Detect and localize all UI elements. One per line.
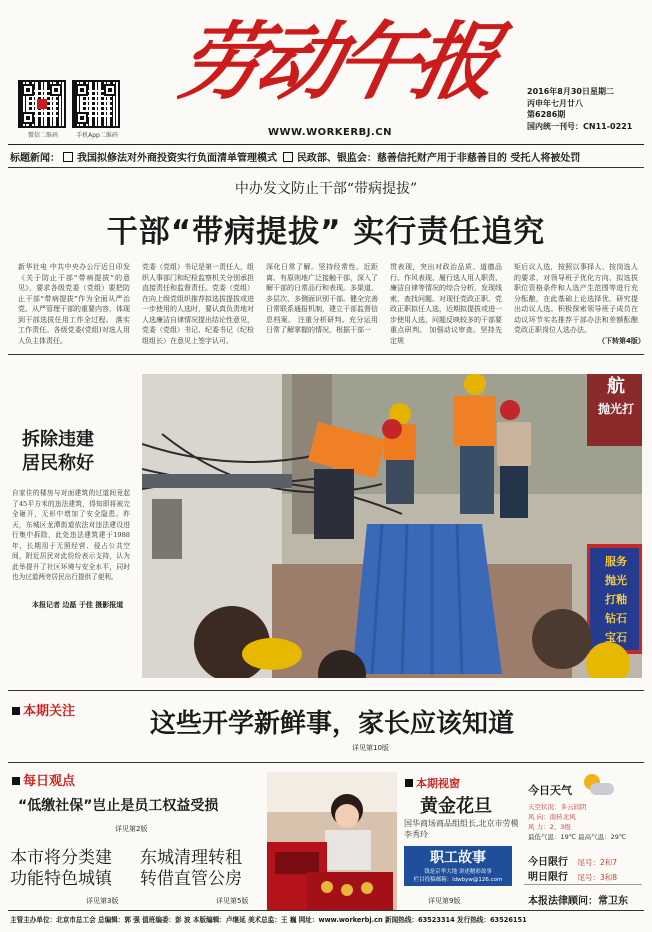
legal-advisor-label: 本报法律顾问：: [528, 896, 598, 907]
feature-ref[interactable]: 详见第10版: [352, 744, 389, 752]
app-qr-code: [72, 80, 120, 128]
story-dongcheng-housing[interactable]: [140, 848, 242, 890]
shop-sign-top-line1: 航: [607, 376, 625, 397]
shop-sign-right-3: 打釉: [605, 593, 627, 606]
issue-info: [527, 86, 632, 132]
feature-tag: [12, 700, 75, 719]
window-tag-label: 本期视窗: [416, 777, 460, 790]
lead-col-2: 党委（党组）书记是第一责任人，组织人事部门和纪检监察机关分别承担直接责任和监督责任。党委（党组）在向上级党组织推荐拟选拔提拔或进一步使用的人选时，要认真负责地对人选廉洁自律情况提出结论性意见，党委（党组）书记、纪委书记（纪检组组长）在意见上签字认可。: [142, 263, 254, 345]
shop-sign-right: [594, 552, 638, 647]
traffic-today-label: 今日限行: [528, 857, 568, 868]
opinion-ref[interactable]: 详见第2版: [115, 825, 148, 833]
masthead-website[interactable]: WWW.WORKERBJ.CN: [268, 127, 392, 138]
qr-label-app: 手机App二维码: [76, 132, 118, 139]
story-city-towns-ref[interactable]: 详见第3版: [86, 897, 119, 905]
traffic-today: [528, 853, 617, 868]
promo-email: 栏目投稿邮箱：ldwbyw@126.com: [413, 877, 503, 883]
shop-sign-right-2: 抛光: [605, 574, 627, 587]
square-bullet-icon: [12, 777, 20, 785]
issue-number: 第6286期: [527, 110, 566, 119]
lead-col-3: 深化日常了解。坚持经常性、近距离、有原则地广泛接触干部，深入了解干部的日常品行和表现。多渠道、多层次、多侧面识别干部。健全完善日常联系通报机制，建立干部监督信息档案。 注重分析研判。充分运用日常了解掌握的情况，根据干部一: [266, 263, 378, 334]
demolition-photo: [142, 374, 642, 678]
photo-story-headline[interactable]: [22, 428, 94, 476]
story-dongcheng-line2: 转借直管公房: [140, 869, 242, 889]
story-dongcheng-line1: 东城清理转租: [140, 848, 242, 868]
photo-story-headline-line2: 居民称好: [22, 453, 94, 474]
wechat-qr-code: [18, 80, 66, 128]
lead-col-5: 矩后议人选，按照以事择人、按岗选人的要求，对领导班子优化方向、拟选拔职位资格条件和人选产生范围等进行充分酝酿，在此基础上论选择优，研究提出动议人选。积极探索领导班子成员在动议环节实名推荐干部办法和差额酝酿党政正职岗位人选办法。: [514, 263, 638, 334]
square-bullet-icon: [12, 707, 20, 715]
window-headline[interactable]: 黄金花旦: [420, 796, 492, 817]
window-desc: 国华商场商品组组长,北京市劳模李秀玲: [404, 819, 519, 839]
window-tag: [405, 772, 460, 791]
lead-col-4: 贯表现，突出对政治品质、道德品行、作风表现、履行选人用人职责、廉洁自律等情况的综合分析，发现线索，查找问题。对现任党政正职、党政正职拟任人选，近期拟提拔或进一步使用人选，问题反映较多的干部要重点研判。 加强动议审查。坚持先定规: [390, 263, 502, 345]
feature-headline[interactable]: 这些开学新鲜事，家长应该知道: [150, 709, 515, 739]
lead-headline[interactable]: 干部“带病提拔” 实行责任追究: [106, 214, 546, 250]
gold-counter-photo: [267, 772, 397, 910]
checkbox-icon: [283, 152, 293, 162]
weather-temp: 最低气温：19℃ 最高气温：29℃: [528, 833, 627, 841]
traffic-tomorrow-value: 尾号：3和8: [577, 873, 618, 882]
shop-sign-right-4: 钻石: [605, 612, 627, 625]
worker-story-promo[interactable]: [404, 846, 512, 886]
promo-slogan: 钱是京华大地 讲述精彩故事: [424, 869, 492, 875]
window-ref[interactable]: 详见第9版: [428, 897, 461, 905]
qr-label-wechat: 微信二维码: [27, 132, 58, 139]
feature-tag-label: 本期关注: [23, 704, 76, 719]
story-city-towns[interactable]: [10, 848, 112, 890]
headline-bar-item-2[interactable]: 民政部、银监会：慈善信托财产用于非慈善目的 受托人将被处罚: [296, 153, 581, 164]
weather-wind-dir: 风 向：南转北风: [528, 813, 576, 821]
opinion-tag-label: 每日观点: [23, 774, 76, 789]
headline-bar-item-1[interactable]: 我国拟修法对外商投资实行负面清单管理模式: [76, 153, 277, 164]
story-city-towns-line2: 功能特色城镇: [10, 869, 112, 889]
opinion-headline[interactable]: “低缴社保”岂止是员工权益受损: [18, 798, 219, 814]
traffic-tomorrow-label: 明日限行: [528, 872, 568, 883]
legal-advisor: [528, 892, 628, 907]
lead-kicker: 中办发文防止干部“带病提拔”: [234, 181, 418, 197]
weather-wind-force: 风 力：2、3级: [528, 823, 571, 831]
issue-lunar: 丙申年七月廿八: [527, 98, 583, 108]
photo-story-headline-line1: 拆除违建: [22, 429, 94, 450]
traffic-today-value: 尾号：2和7: [577, 858, 618, 867]
issue-cn-code: 国内统一刊号：CN11-0221: [527, 121, 633, 131]
shop-sign-right-5: 宝石: [605, 631, 627, 644]
square-bullet-icon: [405, 779, 413, 787]
promo-title: 职工故事: [430, 850, 486, 866]
news-photo: [142, 374, 642, 678]
photo-story-credit: 本报记者 边磊 于佳 摄影报道: [32, 601, 124, 609]
lead-col-1: 新华社电 中共中央办公厅近日印发《关于防止干部“带病提拔”的意见》，要求各级党委（党组）要把防止干部“带病提拔”作为全面从严治党、从严管理干部的重要内容，体现到干部选拔任用工作全过程。 落实工作责任。各级党委(党组)对选人用人负主体责任。: [18, 263, 130, 345]
traffic-tomorrow: [528, 868, 617, 883]
shop-sign-right-1: 服务: [605, 555, 627, 568]
story-city-towns-line1: 本市将分类建: [10, 848, 112, 868]
weather-title: 今日天气: [528, 784, 572, 797]
headline-bar: [10, 149, 580, 164]
shop-sign-top: [593, 376, 639, 420]
lead-continue[interactable]: （下转第4版）: [598, 337, 645, 345]
headline-bar-label: 标题新闻：: [10, 153, 60, 164]
weather-details: [528, 802, 626, 842]
weather-sky: 天空状况：多云间阴: [528, 803, 587, 811]
story-dongcheng-ref[interactable]: 详见第5版: [216, 897, 249, 905]
partly-cloudy-icon: [582, 774, 616, 798]
legal-advisor-name: 常卫东: [598, 896, 628, 907]
shop-sign-top-line2: 抛光打: [597, 402, 634, 416]
issue-date: 2016年8月30日星期二: [527, 87, 614, 96]
gold-photo: [267, 772, 397, 910]
opinion-tag: [12, 770, 75, 789]
footer-credits: 主管主办单位：北京市总工会 总编辑：郭 强 值班编委：彭 波 本版编辑：卢继延 美术总监：王 巍 网址：www.workerbj.cn 新闻热线：63523314 发行热线：63526151: [10, 916, 527, 924]
masthead-logo: 劳动午报: [169, 12, 503, 111]
photo-story-body: 自家住的楼房与对面建筑的过道间竟起了45平方米的违法建筑，得知即将被完全砸开，无形中增加了安全隐患。昨天，东城区龙潭街道依法对违法建设进行集中拆除，此处违法建筑建于1988年，长期用于无照经营、侵占公共空间，附近居民对此纷纷表示支持，认为此举提升了社区环境与安全水平，同时也为过道两旁居民出行提供了便利。: [12, 489, 130, 581]
checkbox-icon: [63, 152, 73, 162]
